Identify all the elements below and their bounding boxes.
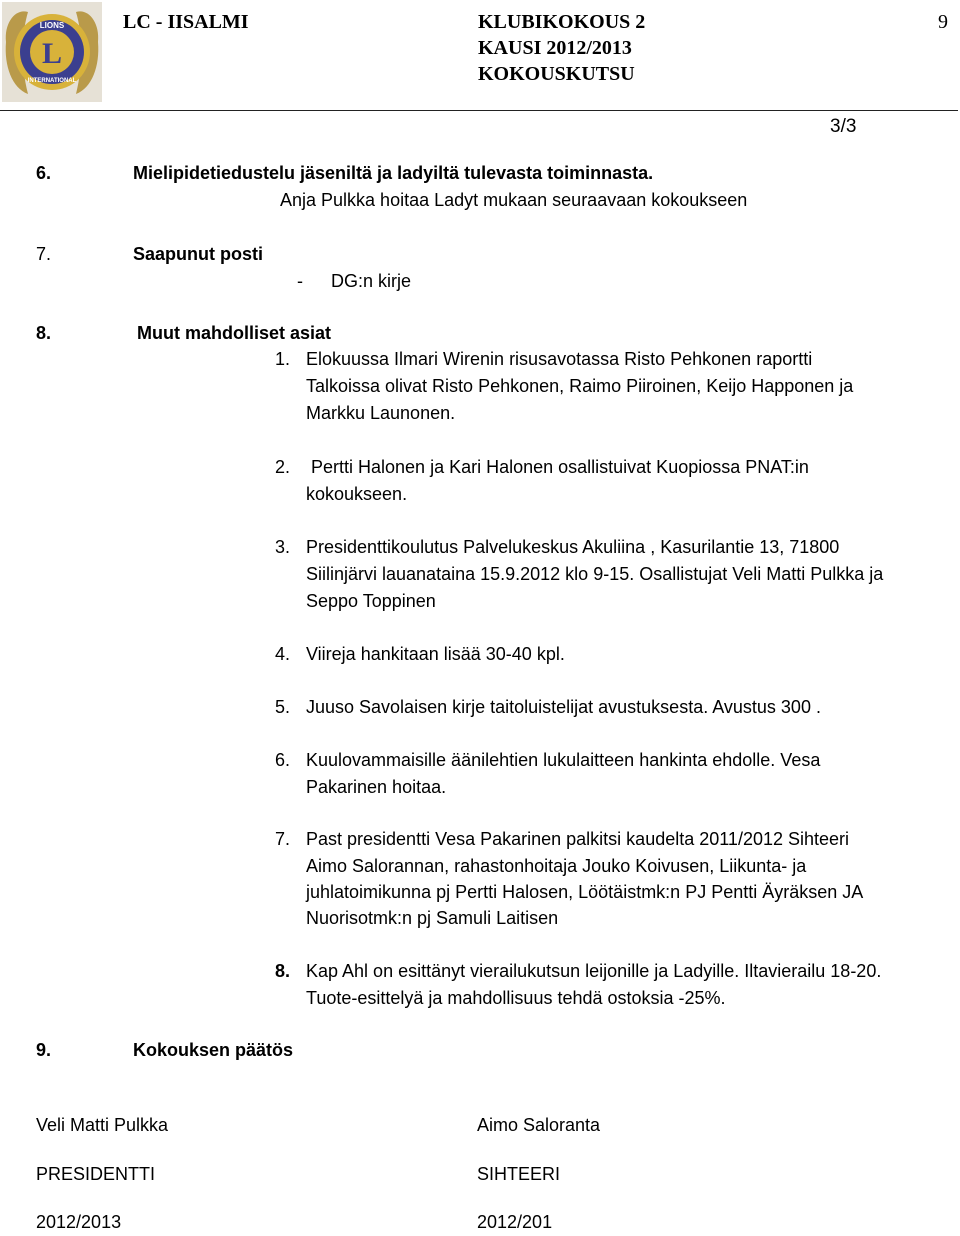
s8-item-5-number: 5. (275, 697, 291, 717)
s8-item-5-line-1: Juuso Savolaisen kirje taitoluistelijat avustuksesta. Avustus 300 . (306, 697, 821, 717)
s8-item-3-line-3: Seppo Toppinen (306, 591, 436, 611)
s8-item-7-number: 7. (275, 829, 291, 849)
s8-item-2-number: 2. (275, 457, 291, 477)
s8-item-8-line-2: Tuote-esittelyä ja mahdollisuus tehdä ostoksia -25%. (306, 988, 726, 1008)
s8-item-3-line-2: Siilinjärvi lauanataina 15.9.2012 klo 9-15. Osallistujat Veli Matti Pulkka ja (306, 564, 884, 584)
s8-item-8-number: 8. (275, 961, 291, 981)
header-meeting: KLUBIKOKOUS 2 (478, 11, 646, 33)
s8-item-7-line-2: Aimo Salorannan, rahastonhoitaja Jouko Koivusen, Liikunta- ja (306, 856, 807, 876)
header-doc-type: KOKOUSKUTSU (478, 63, 635, 85)
s8-item-1-line-1: Elokuussa Ilmari Wirenin risusavotassa Risto Pehkonen raportti (306, 349, 813, 369)
s8-item-3-line-1: Presidenttikoulutus Palvelukeskus Akuliina , Kasurilantie 13, 71800 (306, 537, 840, 557)
logo-bottom-text: INTERNATIONAL (27, 78, 77, 84)
signature-right-name: Aimo Saloranta (477, 1115, 601, 1135)
section-7-bullet: - (297, 271, 303, 291)
header-club: LC - IISALMI (123, 11, 249, 33)
logo-letter: L (41, 37, 63, 70)
s8-item-3-number: 3. (275, 537, 291, 557)
s8-item-7-line-1: Past presidentti Vesa Pakarinen palkitsi kaudelta 2011/2012 Sihteeri (306, 829, 850, 849)
logo-top-text: LIONS (39, 21, 65, 30)
s8-item-7-line-4: Nuorisotmk:n pj Samuli Laitisen (306, 908, 559, 928)
s8-item-1-line-2: Talkoissa olivat Risto Pehkonen, Raimo Piiroinen, Keijo Happonen ja (306, 376, 854, 396)
page-count: 3/3 (830, 116, 857, 137)
section-8-title: Muut mahdolliset asiat (137, 323, 332, 343)
signature-right-role: SIHTEERI (477, 1164, 561, 1184)
section-8-number: 8. (36, 323, 52, 343)
s8-item-6-number: 6. (275, 750, 291, 770)
page-number: 9 (938, 11, 948, 33)
s8-item-4-number: 4. (275, 644, 291, 664)
s8-item-1-number: 1. (275, 349, 291, 369)
s8-item-7-line-3: juhlatoimikunna pj Pertti Halosen, Löötäistmk:n PJ Pentti Äyräksen JA (306, 882, 864, 902)
s8-item-8-line-1: Kap Ahl on esittänyt vierailukutsun leijonille ja Ladyille. Iltavierailu 18-20. (306, 961, 882, 981)
signature-left-name: Veli Matti Pulkka (36, 1115, 169, 1135)
lions-international-emblem-icon (2, 2, 102, 102)
s8-item-2-line-1: Pertti Halonen ja Kari Halonen osallistuivat Kuopiossa PNAT:in (311, 457, 809, 477)
s8-item-6-line-1: Kuulovammaisille äänilehtien lukulaitteen hankinta ehdolle. Vesa (306, 750, 821, 770)
s8-item-6-line-2: Pakarinen hoitaa. (306, 777, 447, 797)
signature-left-role: PRESIDENTTI (36, 1164, 156, 1184)
s8-item-4-line-1: Viireja hankitaan lisää 30-40 kpl. (306, 644, 565, 664)
section-9-number: 9. (36, 1040, 52, 1060)
section-6-note: Anja Pulkka hoitaa Ladyt mukaan seuraavaan kokoukseen (280, 190, 748, 210)
s8-item-2-line-2: kokoukseen. (306, 484, 408, 504)
signature-right-period: 2012/201 (477, 1212, 553, 1232)
section-7-item: DG:n kirje (331, 271, 412, 291)
section-6-number: 6. (36, 163, 52, 183)
section-6-title: Mielipidetiedustelu jäseniltä ja ladyiltä tulevasta toiminnasta. (133, 163, 654, 183)
signature-left-period: 2012/2013 (36, 1212, 122, 1232)
header-season: KAUSI 2012/2013 (478, 37, 632, 59)
section-7-number: 7. (36, 244, 52, 264)
section-7-title: Saapunut posti (133, 244, 263, 264)
section-9-title: Kokouksen päätös (133, 1040, 294, 1060)
header-divider (0, 110, 958, 111)
s8-item-1-line-3: Markku Launonen. (306, 403, 456, 423)
